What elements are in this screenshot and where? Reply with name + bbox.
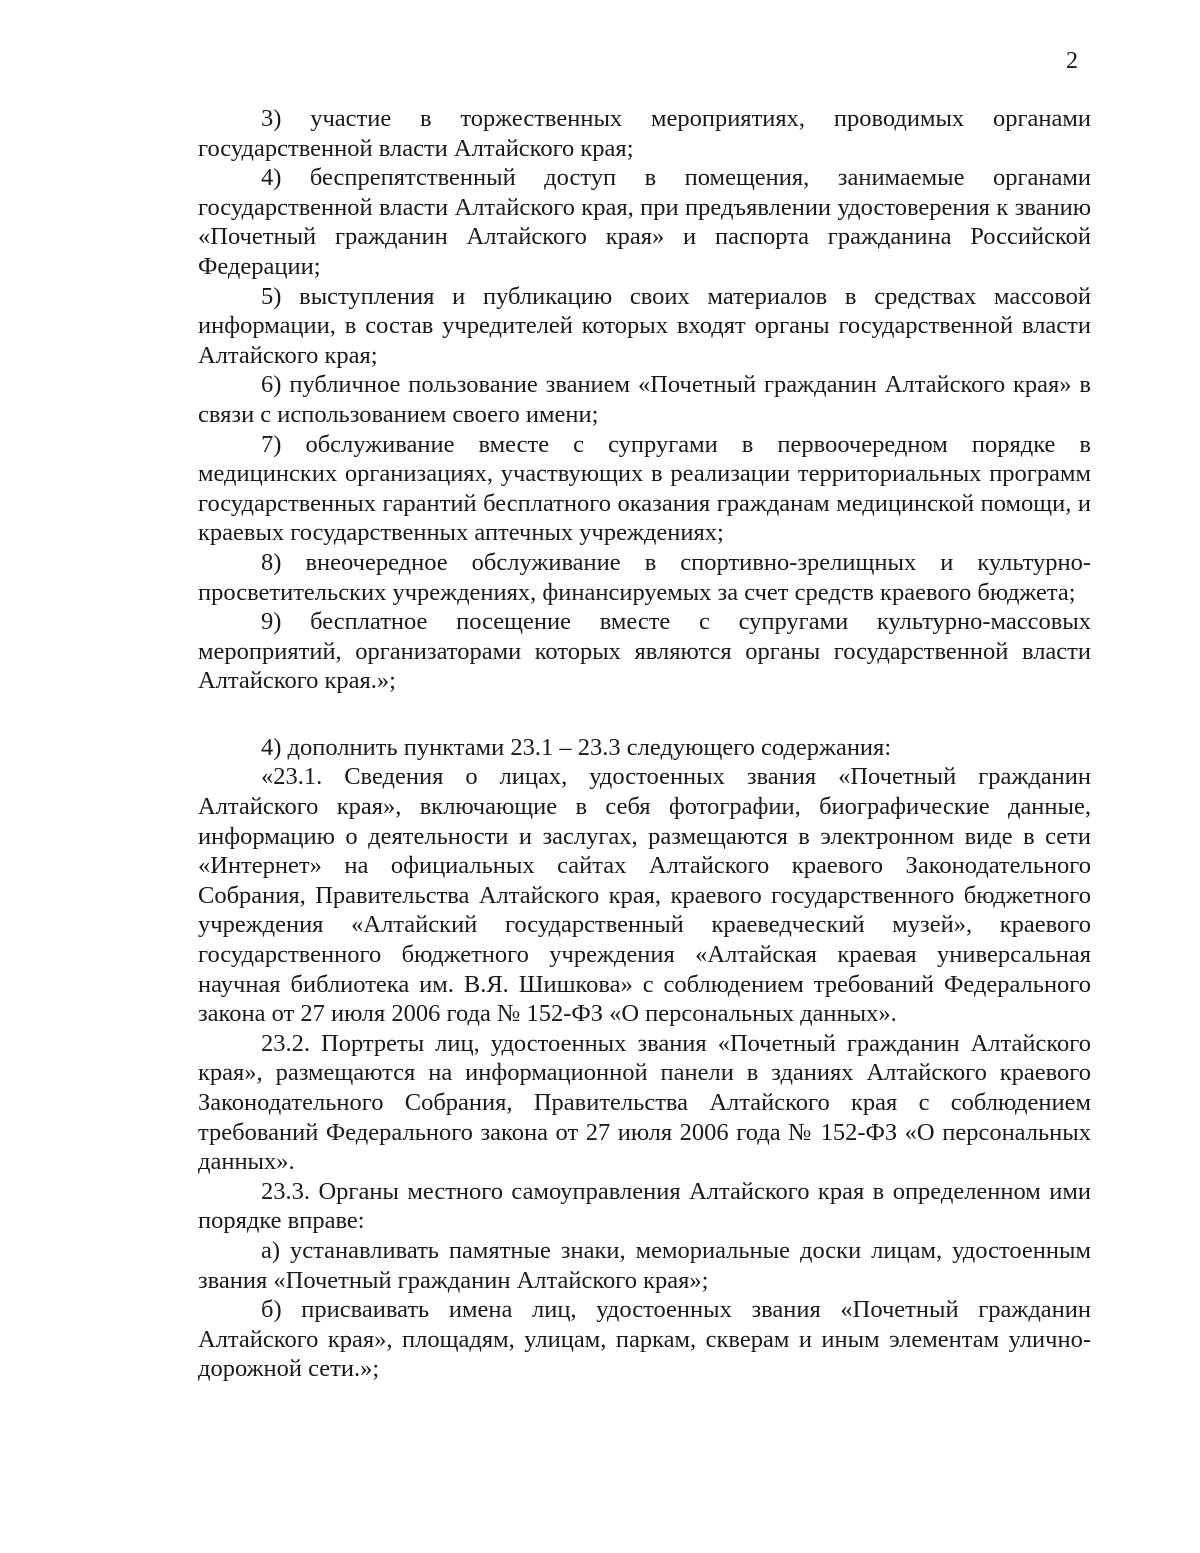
paragraph-clause-23-1: «23.1. Сведения о лицах, удостоенных звания «Почетный гражданин Алтайского края», включающие в себя фотографии, биографические данные, информацию о деятельности и заслугах, размещаются в электронном виде в сети «Интернет» на официальных сайтах Алтайского краевого Законодательного Собрания, Правительства Алтайского края, краевого государственного бюджетного учреждения «Алтайский государственный краеведческий музей», краевого государственного бюджетного учреждения «Алтайская краевая универсальная научная библиотека им. В.Я. Шишкова» с соблюдением требований Федерального закона от 27 июля 2006 года № 152-ФЗ «О персональных данных». [198, 763, 1091, 1028]
paragraph-item-5: 5) выступления и публикацию своих материалов в средствах массовой информации, в состав учредителей которых входят органы государственной власти Алтайского края; [198, 282, 1091, 369]
paragraph-item-8: 8) внеочередное обслуживание в спортивно-зрелищных и культурно-просветительских учреждениях, финансируемых за счет средств краевого бюджета; [198, 548, 1091, 606]
page-number: 2 [1066, 48, 1078, 74]
paragraph-subitem-b: б) присваивать имена лиц, удостоенных звания «Почетный гражданин Алтайского края», площадям, улицам, паркам, скверам и иным элементам улично-дорожной сети.»; [198, 1296, 1091, 1383]
paragraph-subitem-a: а) устанавливать памятные знаки, мемориальные доски лицам, удостоенным звания «Почетный гражданин Алтайского края»; [198, 1236, 1091, 1294]
paragraph-clause-23-3: 23.3. Органы местного самоуправления Алтайского края в определенном ими порядке вправе: [198, 1177, 1091, 1235]
paragraph-item-4: 4) беспрепятственный доступ в помещения, занимаемые органами государственной власти Алтайского края, при предъявлении удостоверения к званию «Почетный гражданин Алтайского края» и паспорта гражданина Российской Федерации; [198, 164, 1091, 280]
paragraph-clause-23-2: 23.2. Портреты лиц, удостоенных звания «Почетный гражданин Алтайского края», размещаются на информационной панели в зданиях Алтайского краевого Законодательного Собрания, Правительства Алтайского края с соблюдением требований Федерального закона от 27 июля 2006 года № 152-ФЗ «О персональных данных». [198, 1029, 1091, 1176]
paragraph-item-6: 6) публичное пользование званием «Почетный гражданин Алтайского края» в связи с использованием своего имени; [198, 371, 1091, 428]
paragraph-item-7: 7) обслуживание вместе с супругами в первоочередном порядке в медицинских организациях, участвующих в реализации территориальных программ государственных гарантий бесплатного оказания гражданам медицинской помощи, и краевых государственных аптечных учреждениях; [198, 430, 1091, 547]
document-body [198, 104, 1091, 1384]
paragraph-item-3: 3) участие в торжественных мероприятиях, проводимых органами государственной власти Алтайского края; [198, 105, 1091, 162]
paragraph-amendment-4: 4) дополнить пунктами 23.1 – 23.3 следующего содержания: [261, 733, 892, 761]
paragraph-item-9: 9) бесплатное посещение вместе с супругами культурно-массовых мероприятий, организаторами которых являются органы государственной власти Алтайского края.»; [198, 608, 1091, 695]
